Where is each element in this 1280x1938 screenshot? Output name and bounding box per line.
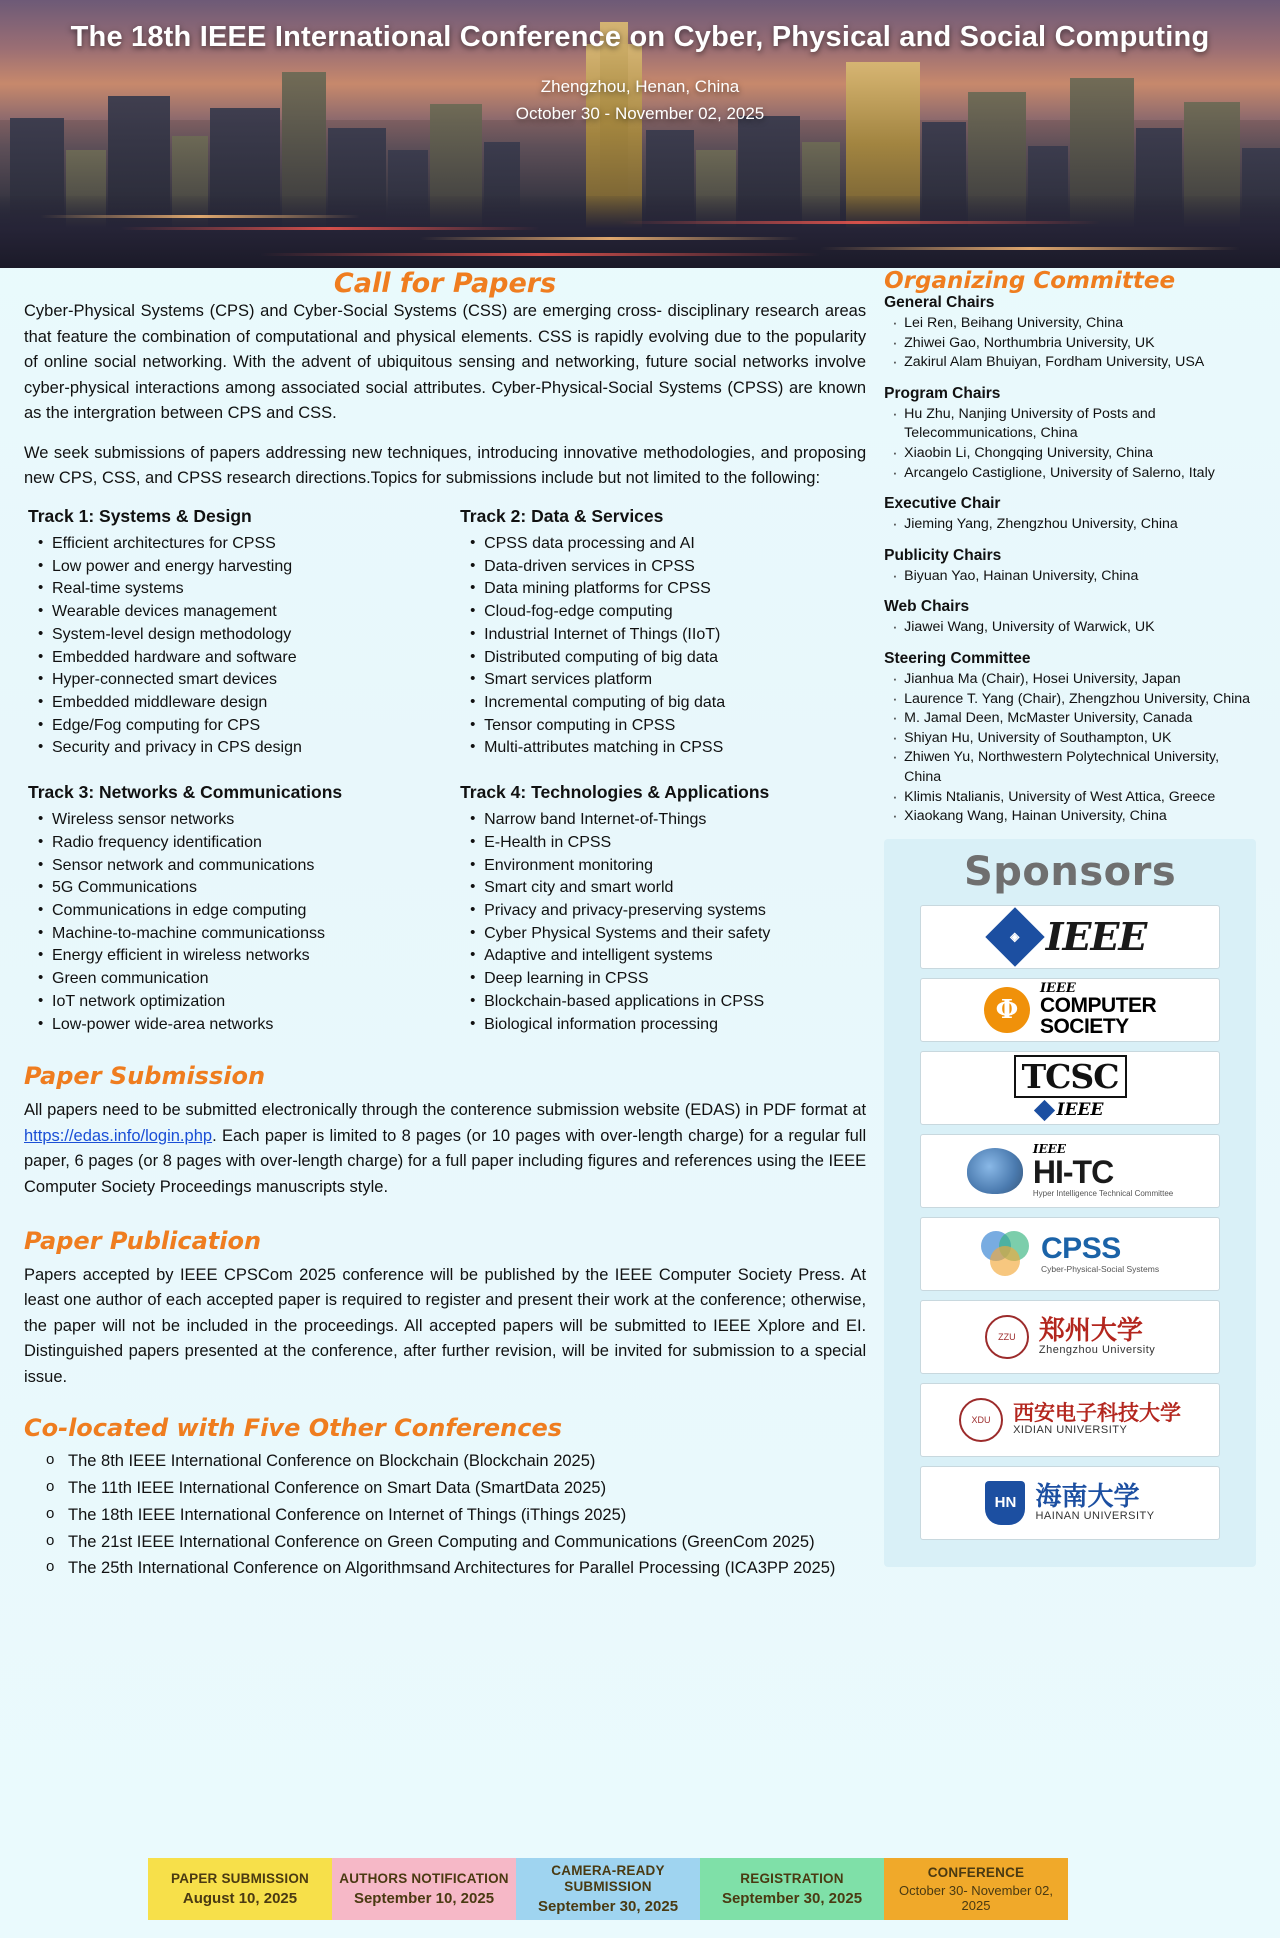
right-column [884,268,1256,1582]
tracks-row-2 [24,782,866,1036]
cfp-paragraph-1: Cyber-Physical Systems (CPS) and Cyber-Social Systems (CSS) are emerging cross- disciplinary research areas that feature the combination of computational and physical elements. CSS is rapidly evolving due to the popularity of online social networking. With the advent of ubiquitous sensing and networking, future social networks involve cyber-physical interactions among associated social attributes. Cyber-Physical-Social Systems (CPSS) are known as the intergration between CPS and CSS. [24,302,867,423]
ieee-diamond-icon: ◈ [985,907,1044,966]
ieee-wordmark: IEEE [1045,914,1147,960]
track-item: • Edge/Fog computing for CPS [38,715,434,738]
track-item: • Wearable devices management [38,601,434,624]
date-value: September 10, 2025 [353,1889,495,1907]
group-heading: General Chairs [884,294,995,311]
track-item: • Environment monitoring [470,855,866,878]
date-authors-notification [332,1858,516,1920]
sponsors-section [884,839,1256,1567]
date-label: CONFERENCE [927,1864,1025,1880]
track-item: • Narrow band Internet-of-Things [470,809,866,832]
committee-member: · Arcangelo Castiglione, University of Salerno, Italy [890,464,1256,484]
sponsors-title: Sponsors [963,848,1177,895]
highway-lights [0,196,1280,268]
date-value: September 30, 2025 [537,1897,679,1915]
committee-member: · Laurence T. Yang (Chair), Zhengzhou University, China [890,690,1256,710]
track-title: Track 3: Networks & Communications [28,782,343,803]
committee-group-program-chairs [884,385,1256,483]
left-column [24,268,866,1582]
zhengzhou-university-logo [920,1300,1220,1374]
track-item: • System-level design methodology [38,624,434,647]
hainan-university-logo [920,1466,1220,1540]
track-item: • Sensor network and communications [38,855,434,878]
committee-member: · Xiaokang Wang, Hainan University, China [890,807,1256,827]
date-label: CAMERA-READY SUBMISSION [551,1863,665,1894]
committee-member: · M. Jamal Deen, McMaster University, Canada [890,709,1256,729]
group-heading: Web Chairs [884,598,970,616]
tcsc-ieee-logo [920,1051,1220,1125]
committee-group-general-chairs [884,294,1256,373]
track-item: • IoT network optimization [38,991,434,1014]
track-item: • Tensor computing in CPSS [470,715,866,738]
committee-member: · Klimis Ntalianis, University of West Attica, Greece [890,788,1256,808]
committee-member: · Jieming Yang, Zhengzhou University, China [890,515,1256,535]
track-item: • Industrial Internet of Things (IIoT) [470,624,866,647]
track-item: • Embedded middleware design [38,692,434,715]
date-registration [700,1858,884,1920]
xidian-university-logo [920,1383,1220,1457]
track-item: • Cloud-fog-edge computing [470,601,866,624]
tracks-row-1 [24,506,866,760]
conference-title: The 18th IEEE International Conference on Cyber, Physical and Social Computing [70,21,1210,53]
xidian-english-name: XIDIAN UNIVERSITY [1013,1424,1128,1437]
date-conference [884,1858,1068,1920]
track-item: • CPSS data processing and AI [470,533,866,556]
date-paper-submission [148,1858,332,1920]
date-value: October 30- November 02, 2025 [899,1883,1053,1914]
track-item: • Security and privacy in CPS design [38,737,434,760]
paper-submission-title: Paper Submission [24,1062,266,1091]
colocated-item: o The 8th IEEE International Conference on Blockchain (Blockchain 2025) [46,1448,866,1475]
committee-member: · Jiawei Wang, University of Warwick, UK [890,618,1256,638]
committee-member: · Biyuan Yao, Hainan University, China [890,567,1256,587]
paper-publication-title: Paper Publication [24,1226,262,1255]
track-item: • Blockchain-based applications in CPSS [470,991,866,1014]
track-item: • Radio frequency identification [38,832,434,855]
call-for-papers-title: Call for Papers [333,268,557,299]
track-item: • Machine-to-machine communicationss [38,923,434,946]
colocated-item: o The 18th IEEE International Conference on Internet of Things (iThings 2025) [46,1502,866,1529]
committee-group-executive-chair [884,495,1256,535]
colocated-item: o The 25th International Conference on Algorithmsand Architectures for Parallel Processing (ICA3PP 2025) [46,1555,866,1582]
hitc-ieee-label: IEEE [1032,1142,1066,1157]
track-item: • Communications in edge computing [38,900,434,923]
track-item: • E-Health in CPSS [470,832,866,855]
track-item: • Real-time systems [38,578,434,601]
cfp-paragraph-2: We seek submissions of papers addressing new techniques, introducing innovative methodologies, and proposing new CPS, CSS, and CPSS research directions.Topics for submissions include but not limited to the following: [24,443,867,488]
cs-line-2: COMPUTER [1039,993,1157,1017]
committee-member: · Hu Zhu, Nanjing University of Posts and Telecommunications, China [890,405,1256,444]
track-item: • Incremental computing of big data [470,692,866,715]
university-seal-icon: ZZU [985,1315,1029,1359]
track-item: • 5G Communications [38,877,434,900]
colocated-title: Co-located with Five Other Conferences [24,1414,563,1443]
track-item: • Efficient architectures for CPSS [38,533,434,556]
date-value: September 30, 2025 [721,1889,863,1907]
committee-member: · Jianhua Ma (Chair), Hosei University, Japan [890,670,1256,690]
zzu-english-name: Zhengzhou University [1038,1343,1156,1356]
conference-location: Zhengzhou, Henan, China [540,76,740,96]
committee-member: · Zakirul Alam Bhuiyan, Fordham University, USA [890,353,1256,373]
track-title: Track 4: Technologies & Applications [460,782,770,803]
track-item: • Cyber Physical Systems and their safety [470,923,866,946]
tcsc-ieee-wordmark: IEEE [1056,1100,1104,1121]
committee-member: · Lei Ren, Beihang University, China [890,314,1256,334]
track-item: • Low-power wide-area networks [38,1014,434,1037]
date-label: REGISTRATION [740,1871,844,1887]
track-3 [24,782,434,1036]
track-item: • Low power and energy harvesting [38,556,434,579]
university-shield-icon: HN [985,1481,1025,1525]
track-item: • Hyper-connected smart devices [38,669,434,692]
hainan-chinese-name: 海南大学 [1035,1481,1140,1512]
university-seal-icon: XDU [959,1398,1003,1442]
committee-member: · Zhiwei Gao, Northumbria University, UK [890,334,1256,354]
hainan-english-name: HAINAN UNIVERSITY [1035,1509,1155,1522]
track-4 [456,782,866,1036]
colocated-item: o The 21st IEEE International Conference on Green Computing and Communications (GreenCom 2025) [46,1529,866,1556]
hitc-tagline: Hyper Intelligence Technical Committee [1032,1188,1174,1198]
committee-member: · Zhiwen Yu, Northwestern Polytechnical University, China [890,748,1256,787]
track-item: • Smart city and smart world [470,877,866,900]
hitc-wordmark: HI-TC [1032,1153,1114,1190]
group-heading: Steering Committee [884,649,1031,667]
committee-group-steering-committee [884,650,1256,827]
poster-body [0,268,1280,1582]
group-heading: Program Chairs [884,384,1001,402]
track-item: • Deep learning in CPSS [470,968,866,991]
track-item: • Embedded hardware and software [38,647,434,670]
edas-submission-link[interactable]: https://edas.info/login.php [24,1126,213,1145]
track-item: • Privacy and privacy-preserving systems [470,900,866,923]
conference-dates: October 30 - November 02, 2025 [515,103,765,123]
venn-diagram-icon [981,1231,1033,1277]
paper-submission-text-before: All papers need to be submitted electronically through the conterence submission website (EDAS) in PDF format at [24,1101,867,1120]
committee-group-publicity-chairs [884,547,1256,587]
group-heading: Executive Chair [884,495,1001,513]
track-item: • Data-driven services in CPSS [470,556,866,579]
ieee-hitc-logo [920,1134,1220,1208]
ieee-computer-society-logo [920,978,1220,1042]
paper-publication-text: Papers accepted by IEEE CPSCom 2025 conference will be published by the IEEE Computer Society Press. At least one author of each accepted paper is required to register and present their work at the conference; otherwise, the paper will not be included in the proceedings. All accepted papers will be submitted to IEEE Xplore and EI. Distinguished papers presented at the conference, after further revision, will be invited for submission to a special issue. [24,1265,867,1386]
banner-text-block [0,18,1280,127]
committee-member: · Xiaobin Li, Chongqing University, China [890,444,1256,464]
date-label: AUTHORS NOTIFICATION [339,1871,509,1887]
computer-society-emblem-icon: Φ [984,987,1030,1033]
brain-icon [967,1148,1023,1194]
track-item: • Biological information processing [470,1014,866,1037]
track-title: Track 1: Systems & Design [28,505,252,526]
tcsc-wordmark: TCSC [1014,1055,1127,1098]
track-item: • Energy efficient in wireless networks [38,945,434,968]
committee-group-web-chairs [884,598,1256,638]
date-camera-ready [516,1858,700,1920]
header-banner [0,0,1280,268]
track-title: Track 2: Data & Services [460,505,664,526]
track-item: • Multi-attributes matching in CPSS [470,737,866,760]
paper-submission-section [24,1062,866,1200]
cpss-wordmark: CPSS [1041,1232,1121,1266]
track-item: • Distributed computing of big data [470,647,866,670]
group-heading: Publicity Chairs [884,546,1002,564]
track-item: • Green communication [38,968,434,991]
zzu-chinese-name: 郑州大学 [1038,1315,1143,1346]
track-item: • Smart services platform [470,669,866,692]
colocated-section [24,1414,866,1582]
important-dates-bar [148,1858,1068,1920]
track-item: • Adaptive and intelligent systems [470,945,866,968]
committee-member: · Shiyan Hu, University of Southampton, UK [890,729,1256,749]
cpss-tagline: Cyber-Physical-Social Systems [1041,1263,1160,1274]
track-item: • Data mining platforms for CPSS [470,578,866,601]
organizing-committee-title: Organizing Committee [884,268,1176,294]
paper-submission-text-after: . Each paper is limited to 8 pages (or 10 pages with over-length charge) for a regular full paper, 6 pages (or 8 pages with over-length charge) for a full paper including figures and references using the IEEE Computer Society Proceedings manuscripts style. [24,1126,867,1196]
cs-line-1: IEEE [1039,980,1076,996]
xidian-chinese-name: 西安电子科技大学 [1013,1401,1182,1426]
track-1 [24,506,434,760]
track-item: • Wireless sensor networks [38,809,434,832]
date-value: August 10, 2025 [182,1889,298,1907]
ieee-diamond-icon [1034,1100,1055,1121]
cpss-logo [920,1217,1220,1291]
colocated-item: o The 11th IEEE International Conference on Smart Data (SmartData 2025) [46,1475,866,1502]
track-2 [456,506,866,760]
paper-publication-section [24,1227,866,1391]
cs-line-3: SOCIETY [1039,1015,1129,1039]
ieee-logo [920,905,1220,969]
date-label: PAPER SUBMISSION [171,1871,309,1887]
